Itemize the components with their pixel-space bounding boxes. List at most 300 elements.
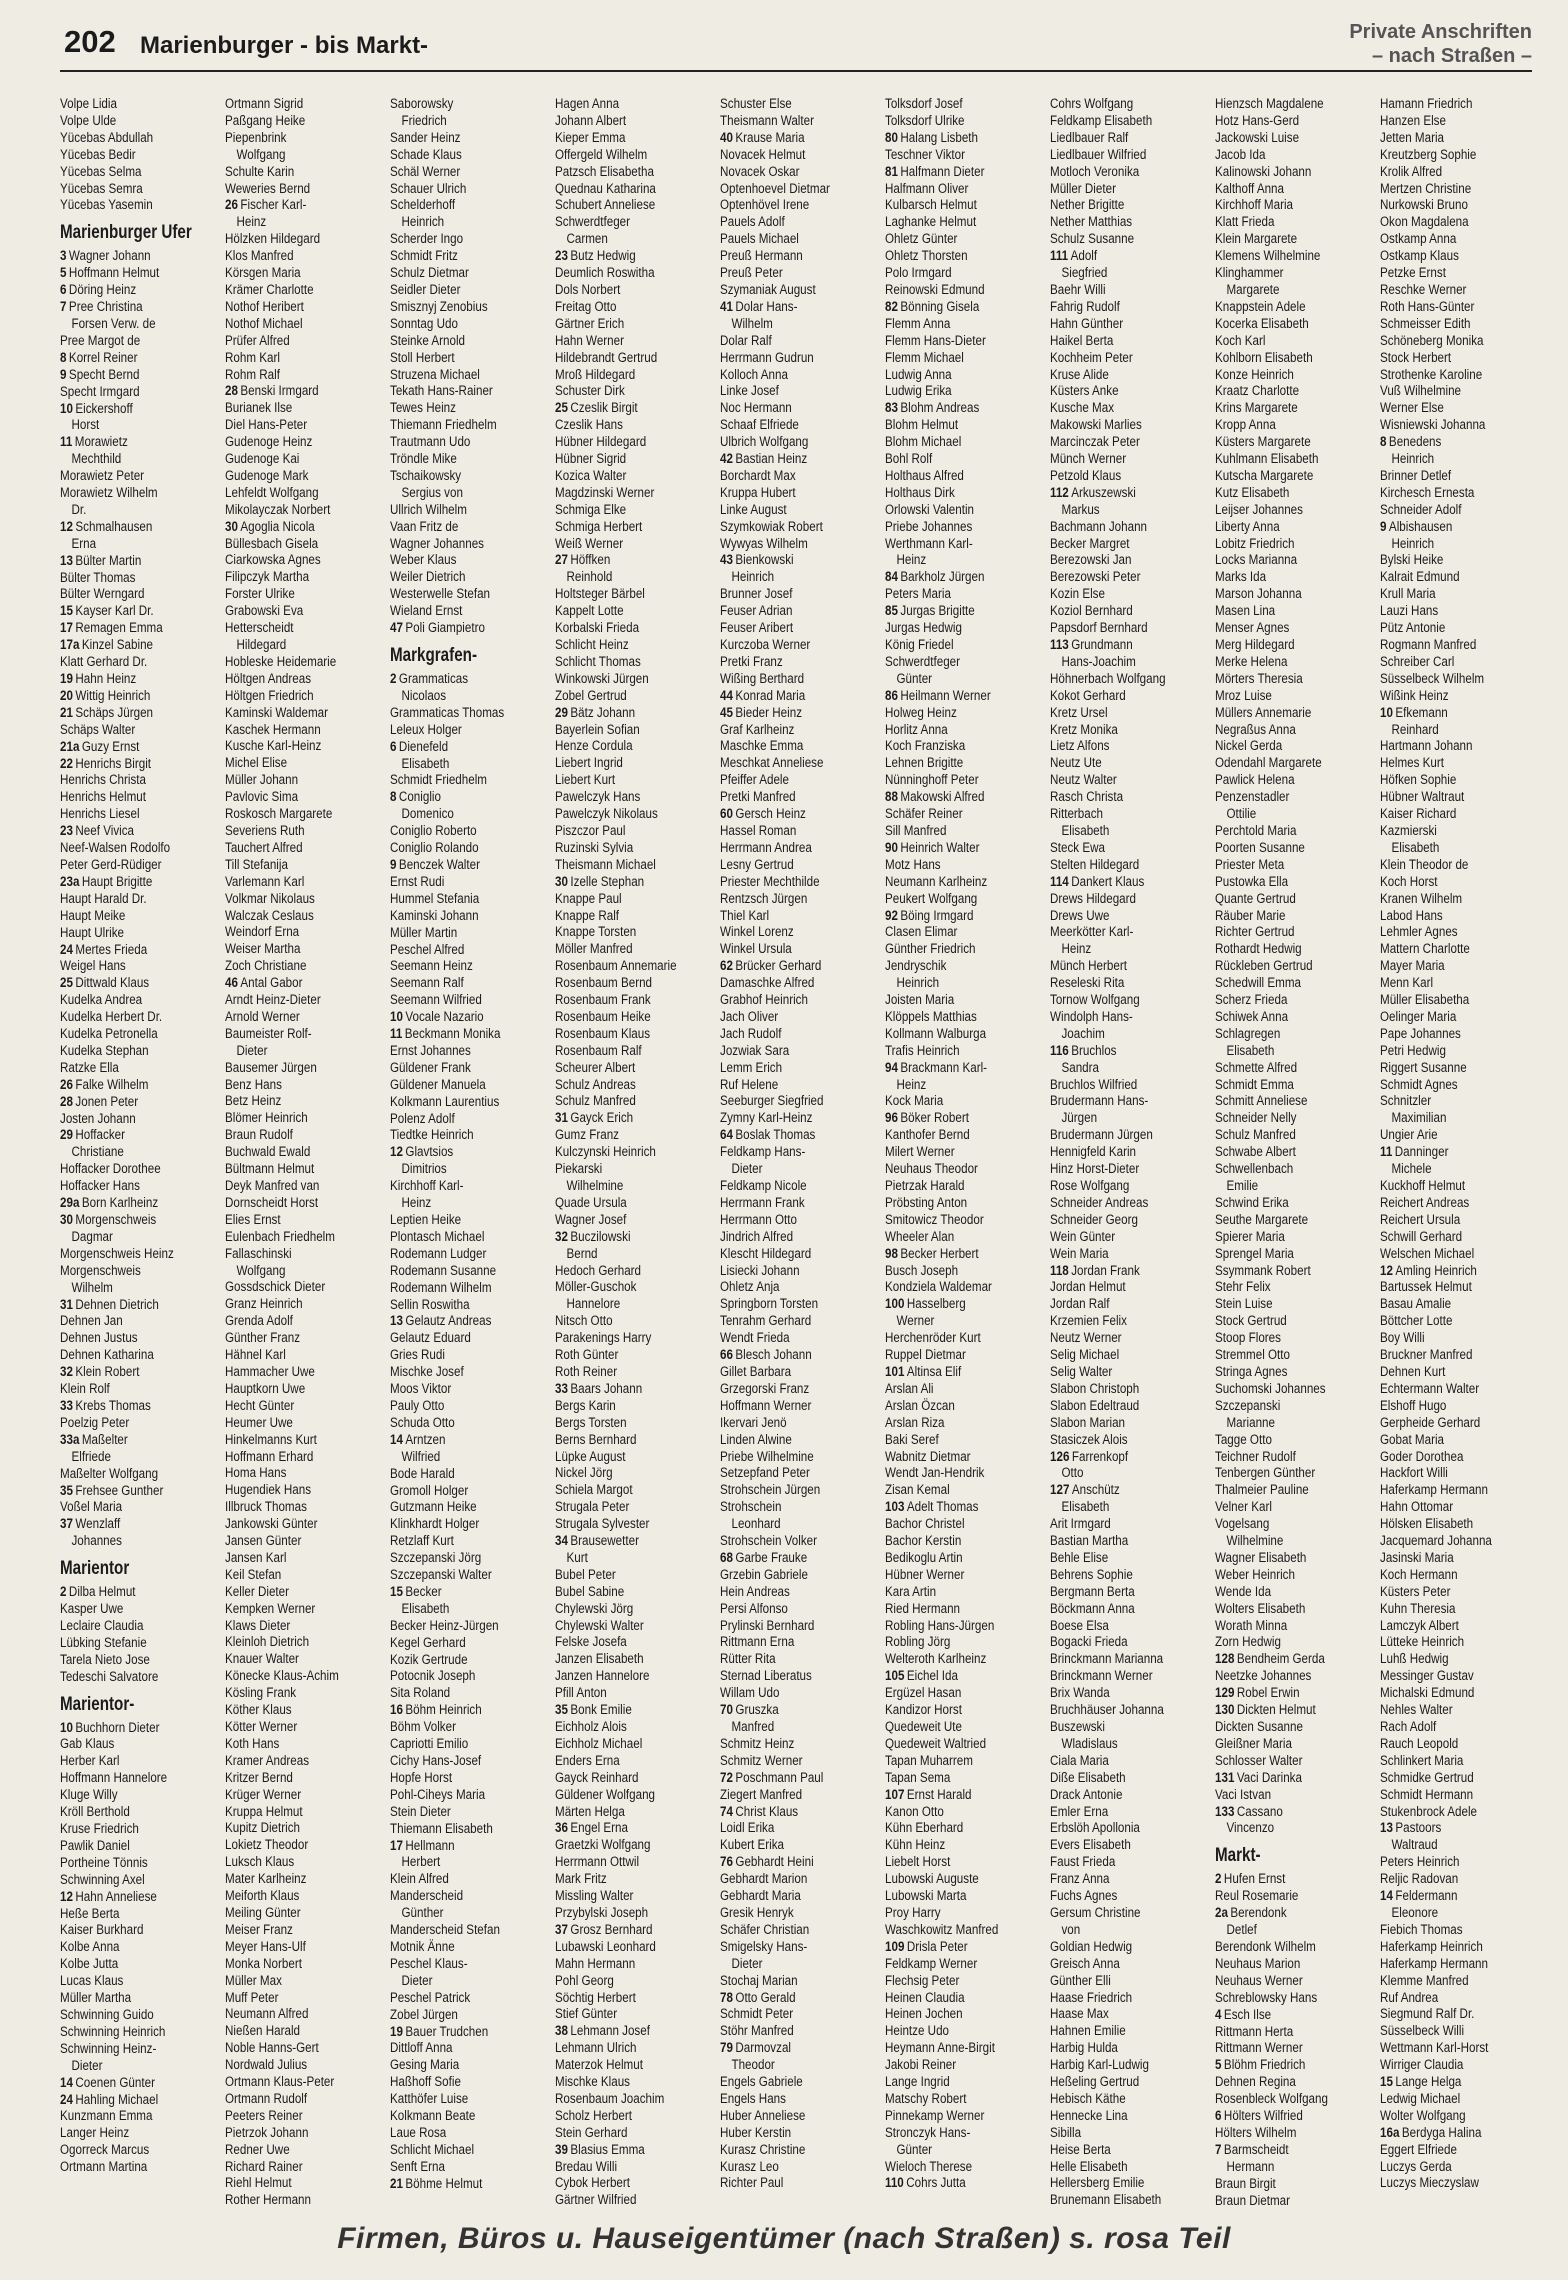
resident-name: Elisabeth [1061,822,1110,839]
directory-column [1380,96,1540,2192]
resident-entry [60,197,220,214]
resident-name: Jozwiak Sara [720,1042,790,1059]
resident-name: Jordan Helmut [1050,1279,1126,1296]
resident-name: Liebert Ingrid [555,755,623,772]
resident-entry [720,1634,880,1651]
resident-name: Kasper Uwe [60,1601,124,1618]
resident-entry [225,1093,385,1110]
resident-entry [720,1212,880,1229]
resident-entry [720,2125,880,2142]
resident-name: Küsters Peter [1380,1583,1451,1600]
resident-entry [1050,2142,1210,2159]
resident-entry [390,1111,550,1128]
resident-name: Sandra [1061,1059,1099,1076]
resident-name: Schulz Manfred [1215,1127,1296,1144]
resident-name: Gab Klaus [60,1736,115,1753]
resident-entry [1050,924,1210,941]
resident-name: Kranen Wilhelm [1380,890,1463,907]
resident-entry [1215,1973,1375,1990]
resident-entry [225,1161,385,1178]
resident-entry [1380,214,1540,231]
resident-name: Kanon Otto [885,1803,944,1820]
resident-name: Huber Kerstin [720,2124,792,2141]
resident-entry [720,1533,880,1550]
resident-entry [390,1736,550,1753]
resident-name: Scherz Frieda [1215,992,1288,1009]
resident-entry [1380,2006,1540,2023]
house-number: 42 [720,451,733,468]
resident-entry [555,1381,715,1398]
entry-continuation [1215,1922,1375,1939]
resident-entry [390,1567,550,1584]
resident-name: Linke Josef [720,383,779,400]
resident-name: Wabnitz Dietmar [885,1448,971,1465]
resident-name: Helmes Kurt [1380,755,1445,772]
resident-name: Dr. [71,501,87,518]
resident-name: Höltgen Friedrich [225,687,314,704]
resident-name: Zymny Karl-Heinz [720,1110,813,1127]
resident-entry [1215,1110,1375,1127]
resident-name: Tewes Heinz [390,400,456,417]
resident-entry [390,1466,550,1483]
resident-name: Kirchhoff Maria [1215,197,1294,214]
resident-name: Neetzke Johannes [1215,1668,1312,1685]
resident-entry [390,772,550,789]
entry-continuation [390,1161,550,1178]
resident-name: Küsters Margarete [1215,434,1311,451]
entry-continuation [390,806,550,823]
resident-name: Falke Wilhelm [75,1076,149,1093]
resident-name: Behle Elise [1050,1549,1109,1566]
street-heading: Markt- [1215,1845,1261,1867]
resident-name: Mark Fritz [555,1871,607,1888]
resident-name: Borchardt Max [720,467,796,484]
resident-entry [390,1127,550,1144]
resident-entry [720,2108,880,2125]
resident-entry [1380,569,1540,586]
resident-name: Strohschein Volker [720,1533,818,1550]
resident-name: Otto [1061,1465,1084,1482]
resident-entry [225,620,385,637]
resident-entry [1050,1229,1210,1246]
resident-entry [720,908,880,925]
resident-name: Schmidt Hermann [1380,1786,1474,1803]
resident-entry [225,1567,385,1584]
resident-name: Strohschein Jürgen [720,1482,821,1499]
house-number: 37 [60,1516,73,1533]
entry-continuation [60,536,220,553]
house-number: 85 [885,603,898,620]
resident-name: Blöhm Friedrich [1223,2057,1306,2074]
resident-entry [720,688,880,705]
resident-name: Schauer Ulrich [390,180,467,197]
resident-name: Ohletz Günter [885,231,958,248]
resident-entry [60,1330,220,1347]
resident-name: Kühn Eberhard [885,1820,964,1837]
resident-name: Quante Gertrud [1215,890,1296,907]
house-number: 109 [885,1938,905,1955]
resident-entry [60,1483,220,1500]
resident-entry [555,1229,715,1246]
entry-continuation [1215,282,1375,299]
resident-name: Konrad Maria [735,687,806,704]
resident-entry [390,299,550,316]
resident-entry [1380,1922,1540,1939]
resident-entry [390,2142,550,2159]
resident-name: Schuda Otto [390,1414,455,1431]
resident-name: Michalski Edmund [1380,1685,1475,1702]
resident-name: Kramer Andreas [225,1752,310,1769]
resident-entry [390,502,550,519]
resident-entry [885,924,1045,941]
resident-name: Knappstein Adele [1215,298,1306,315]
resident-entry [1050,248,1210,265]
resident-name: Greisch Anna [1050,1955,1120,1972]
entry-continuation [1050,654,1210,671]
resident-entry [225,451,385,468]
resident-name: Ohletz Anja [720,1279,780,1296]
resident-name: Rentzsch Jürgen [720,890,808,907]
resident-name: Cybok Herbert [555,2175,631,2192]
resident-name: Reljic Radovan [1380,1871,1459,1888]
resident-entry [1050,738,1210,755]
resident-entry [225,1804,385,1821]
resident-name: Friedrich [401,112,447,129]
resident-entry [720,1330,880,1347]
resident-entry [1215,1804,1375,1821]
resident-name: Vaci Istvan [1215,1786,1272,1803]
entry-continuation [1215,1415,1375,1432]
resident-entry [1380,1804,1540,1821]
resident-entry [60,130,220,147]
entry-continuation [720,1719,880,1736]
house-number: 74 [720,1803,733,1820]
resident-entry [720,2091,880,2108]
resident-name: Rogmann Manfred [1380,637,1477,653]
resident-name: Wilhelmine [1226,1533,1284,1550]
resident-entry [60,2108,220,2125]
resident-entry [1050,1854,1210,1871]
resident-entry [390,367,550,384]
resident-name: Schmidke Gertrud [1380,1769,1474,1786]
resident-name: Schneider Adolf [1380,501,1462,518]
resident-name: Brudermann Hans- [1050,1093,1149,1110]
resident-name: Kluge Willy [60,1787,118,1804]
resident-entry [1215,586,1375,603]
resident-name: Kuckhoff Helmut [1380,1178,1466,1194]
resident-name: Gudenoge Kai [225,451,300,468]
resident-entry [720,1702,880,1719]
resident-name: Josten Johann [60,1110,136,1127]
resident-name: Szymkowiak Robert [720,518,823,535]
resident-name: Elfriede [71,1448,111,1465]
resident-name: Wladislaus [1061,1735,1118,1752]
resident-name: Przybylski Joseph [555,1904,649,1921]
resident-entry [1050,2175,1210,2192]
resident-name: Arndt Heinz-Dieter [225,992,321,1009]
resident-entry [225,265,385,282]
entry-continuation [555,1550,715,1567]
resident-name: Labod Hans [1380,907,1443,924]
resident-name: Plontasch Michael [390,1228,485,1245]
resident-entry [555,1263,715,1280]
resident-name: Morawietz Wilhelm [60,485,158,502]
resident-name: Pietrzak Harald [885,1178,965,1194]
resident-name: Strugala Peter [555,1499,630,1516]
resident-name: Vaan Fritz de [390,518,459,535]
resident-name: Peeters Reiner [225,2107,303,2124]
resident-entry [1215,1229,1375,1246]
house-number: 17a [60,637,80,654]
resident-entry [885,2175,1045,2192]
house-number: 36 [555,1820,568,1837]
resident-name: Bültmann Helmut [225,1161,315,1178]
resident-name: Katthöfer Luise [390,2091,469,2108]
resident-name: Kaminski Waldemar [225,704,329,721]
resident-name: Gobat Maria [1380,1431,1445,1448]
resident-name: Jasinski Maria [1380,1549,1454,1566]
resident-name: Tolksdorf Josef [885,96,963,112]
resident-entry [60,2024,220,2041]
resident-entry [720,1922,880,1939]
resident-name: Jordan Frank [1071,1262,1140,1279]
resident-name: Steck Ewa [1050,839,1105,856]
resident-name: Ortmann Martina [60,2159,148,2176]
resident-entry [555,552,715,569]
resident-name: Arntzen [405,1431,446,1448]
resident-name: Slabon Edeltraud [1050,1397,1140,1414]
house-number: 81 [885,163,898,180]
house-number: 126 [1050,1448,1070,1465]
resident-name: Grzegorski Franz [720,1380,810,1397]
resident-name: Wittig Heinrich [75,687,151,704]
resident-entry [60,789,220,806]
resident-entry [390,1364,550,1381]
resident-entry [555,1533,715,1550]
resident-name: Heumer Uwe [225,1414,293,1431]
resident-name: Jacob Ida [1215,146,1266,163]
resident-name: Hahnen Emilie [1050,2023,1126,2040]
resident-name: Wheeler Alan [885,1228,955,1245]
resident-entry [885,1009,1045,1026]
resident-name: Kollmann Walburga [885,1025,987,1042]
entry-continuation [1050,941,1210,958]
resident-name: Hölters Wilhelm [1215,2124,1297,2141]
house-number: 98 [885,1245,898,1262]
resident-name: Baumeister Rolf- [225,1025,312,1042]
resident-entry [720,1144,880,1161]
resident-entry [390,1229,550,1246]
resident-name: Höhnerbach Wolfgang [1050,670,1166,687]
resident-name: Böing Irmgard [900,907,974,924]
resident-name: Ostkamp Anna [1380,231,1457,248]
resident-entry [555,941,715,958]
resident-name: Michele [1391,1161,1432,1178]
resident-entry [390,1330,550,1347]
resident-name: Vocale Nazario [405,1009,484,1026]
resident-entry [885,1651,1045,1668]
resident-entry [1050,1009,1210,1026]
resident-name: Rose Wolfgang [1050,1178,1130,1194]
resident-name: Brunner Josef [720,586,793,603]
resident-entry [60,282,220,299]
resident-name: Knappe Ralf [555,907,620,924]
resident-name: Beckmann Monika [404,1026,501,1043]
resident-name: Gersch Heinz [735,806,806,823]
resident-name: Schmitt Anneliese [1215,1093,1308,1110]
resident-name: Yücebas Bedir [60,146,136,163]
resident-entry [1215,2193,1375,2210]
resident-entry [1380,891,1540,908]
directory-columns [60,96,1538,2209]
resident-name: Gumz Franz [555,1127,619,1144]
resident-entry [1380,485,1540,502]
resident-entry [1215,908,1375,925]
resident-name: Schwerdtfeger [885,653,961,670]
resident-name: Gelautz Eduard [390,1330,471,1347]
resident-entry [1215,2007,1375,2024]
resident-entry [1215,1432,1375,1449]
resident-entry [225,2175,385,2192]
resident-name: Roth Reiner [555,1363,618,1380]
resident-entry [555,2142,715,2159]
resident-name: Diel Hans-Peter [225,417,308,434]
resident-name: Schmidt Peter [720,2006,794,2023]
resident-entry [555,1820,715,1837]
resident-name: Erna [71,535,97,552]
resident-entry [60,1939,220,1956]
entry-continuation [390,214,550,231]
resident-name: Barkholz Jürgen [900,569,985,586]
resident-name: Bönning Gisela [900,298,980,315]
resident-entry [720,941,880,958]
resident-name: Möller-Guschok [555,1279,637,1296]
resident-name: Zobel Gertrud [555,687,627,704]
house-number: 19 [60,671,73,687]
resident-name: Kretz Monika [1050,721,1118,738]
resident-name: Schubert Anneliese [555,197,656,214]
resident-entry [60,1466,220,1483]
resident-entry [1215,1330,1375,1347]
resident-entry [1050,2006,1210,2023]
resident-name: Lamczyk Albert [1380,1617,1459,1634]
resident-entry [225,908,385,925]
resident-name: Eleonore [1391,1904,1439,1921]
resident-entry [225,1550,385,1567]
resident-entry [1380,265,1540,282]
resident-name: Bieder Heinz [735,704,803,721]
house-number: 101 [885,1363,905,1380]
resident-name: Lesny Gertrud [720,856,794,873]
resident-name: Fischer Karl- [240,197,307,214]
resident-entry [555,1499,715,1516]
resident-name: Zoch Christiane [225,958,307,975]
resident-entry [225,1415,385,1432]
resident-entry [885,502,1045,519]
resident-name: Betz Heinz [225,1093,282,1110]
resident-name: Hoffmann Hannelore [60,1770,168,1787]
resident-entry [225,975,385,992]
house-number: 26 [225,197,238,214]
resident-name: Reichert Ursula [1380,1211,1461,1228]
resident-entry [1050,2125,1210,2142]
resident-name: Schulte Karin [225,163,295,180]
resident-name: Gromoll Holger [390,1482,469,1499]
resident-entry [555,1990,715,2007]
resident-entry [555,857,715,874]
resident-name: Höltgen Andreas [225,670,312,687]
resident-entry [885,1110,1045,1127]
resident-name: Fahrig Rudolf [1050,298,1120,315]
resident-name: Klein Margarete [1215,231,1298,248]
resident-name: Herrmann Frank [720,1194,805,1211]
resident-entry [1215,231,1375,248]
resident-name: Schulz Susanne [1050,231,1135,248]
resident-name: Quedeweit Ute [885,1719,962,1735]
resident-name: Büllesbach Gisela [225,535,319,552]
resident-entry [885,383,1045,400]
house-number: 28 [225,383,238,400]
resident-entry [1380,2074,1540,2091]
resident-name: Specht Irmgard [60,383,140,400]
resident-entry [555,1736,715,1753]
resident-name: Hein Andreas [720,1583,790,1600]
resident-entry [1215,992,1375,1009]
resident-entry [555,1618,715,1635]
resident-name: Schade Klaus [390,146,462,163]
resident-entry [225,1787,385,1804]
resident-name: Kempken Werner [225,1600,316,1617]
resident-entry [1380,1127,1540,1144]
directory-column [1050,96,1210,2209]
resident-name: Weber Heinrich [1215,1566,1295,1583]
resident-name: Heinrich [1391,451,1435,468]
resident-entry [555,2091,715,2108]
resident-entry [1215,772,1375,789]
resident-entry [720,1263,880,1280]
resident-name: Pröbsting Anton [885,1194,968,1211]
resident-entry [60,1263,220,1280]
resident-name: Herber Karl [60,1753,120,1770]
resident-name: Gerpheide Gerhard [1380,1414,1481,1431]
resident-entry [1215,1601,1375,1618]
resident-name: Korbalski Frieda [555,620,640,637]
resident-entry [555,2074,715,2091]
resident-entry [225,2040,385,2057]
resident-name: Herbert [401,1854,441,1871]
resident-name: Kozica Walter [555,467,627,484]
resident-name: Haupt Ulrike [60,924,125,941]
resident-entry [390,265,550,282]
resident-entry [1380,654,1540,671]
resident-entry [390,705,550,722]
resident-entry [555,519,715,536]
resident-name: Dieter [236,1042,268,1059]
resident-entry [225,1144,385,1161]
resident-name: Hoffacker Hans [60,1178,140,1195]
resident-entry [1215,1347,1375,1364]
resident-name: Motloch Veronika [1050,163,1140,180]
resident-name: Severiens Ruth [225,822,305,839]
house-number: 76 [720,1854,733,1871]
resident-entry [60,806,220,823]
resident-name: Hinkelmanns Kurt [225,1431,317,1448]
resident-entry [1380,1702,1540,1719]
house-number: 68 [720,1549,733,1566]
resident-entry [225,1685,385,1702]
resident-name: Sergius von [401,484,463,501]
resident-name: Wendt Jan-Hendrik [885,1465,985,1482]
